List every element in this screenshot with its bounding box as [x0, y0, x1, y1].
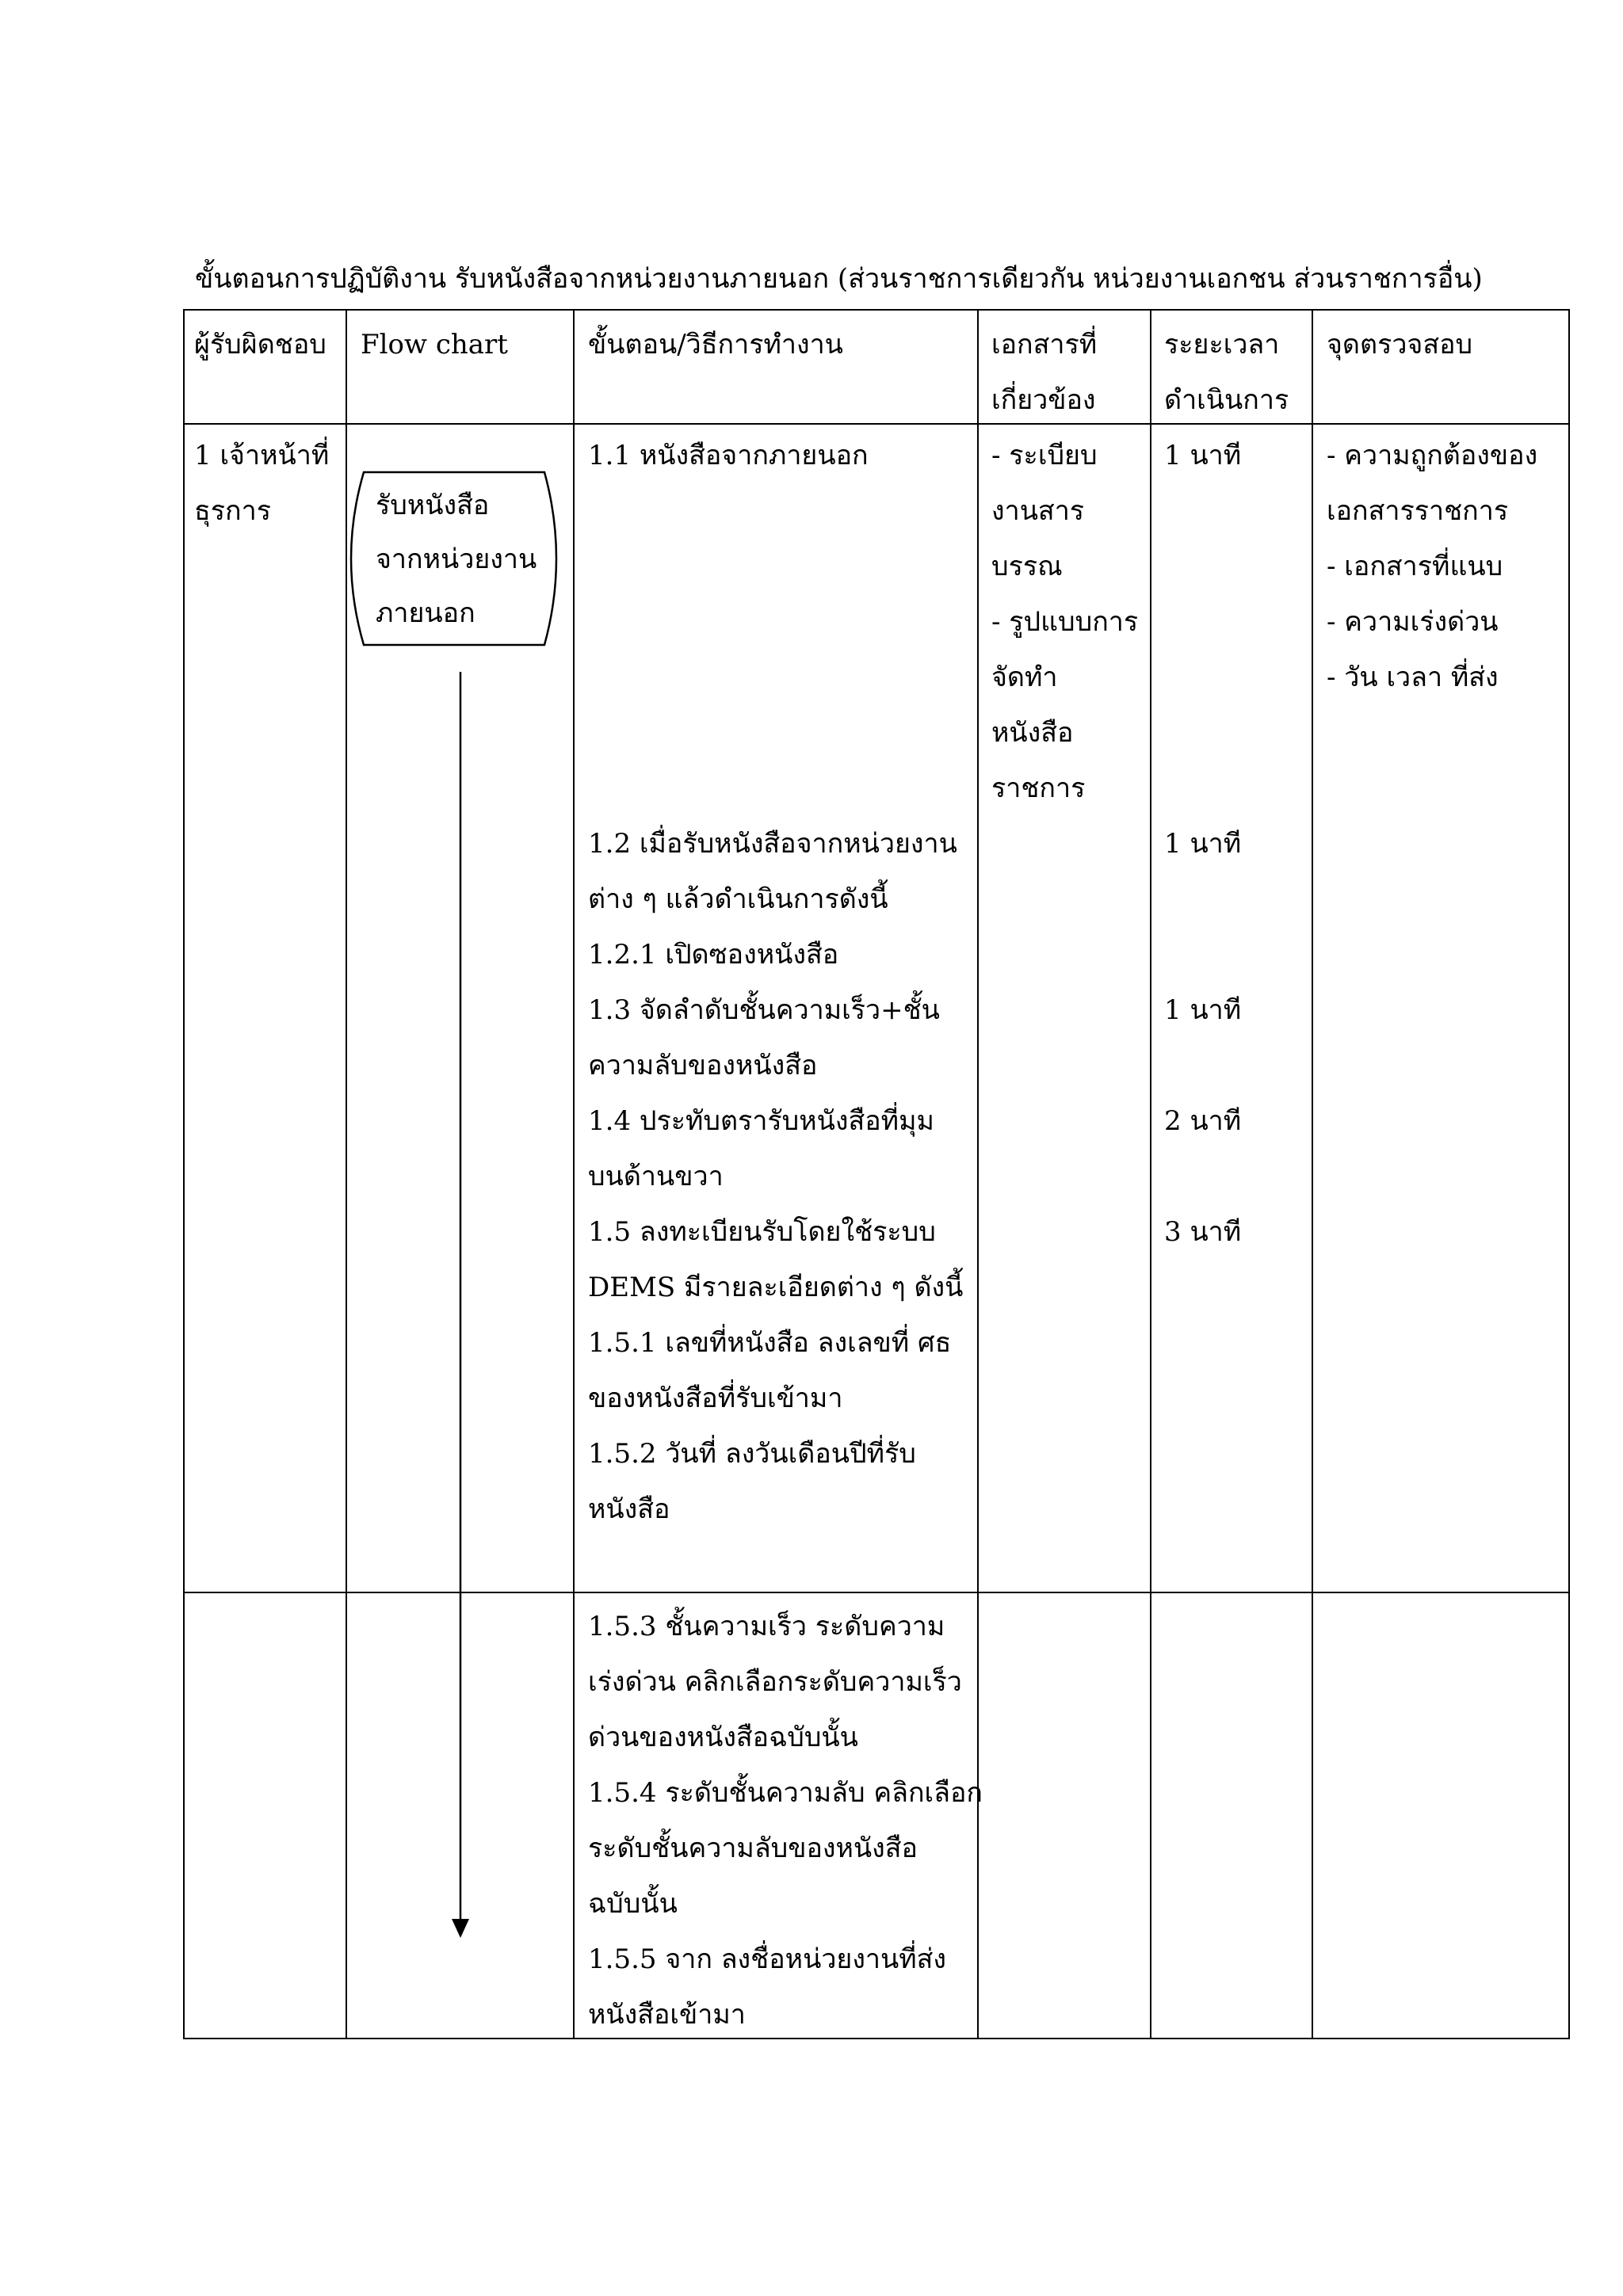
header-duration-line: ระยะเวลา	[1164, 329, 1280, 360]
flow-label-line: รับหนังสือ	[376, 490, 490, 521]
step-line: ฉบับนั้น	[588, 1888, 678, 1920]
duration-line: 3 นาที	[1164, 1216, 1242, 1248]
header-separator	[183, 423, 1570, 425]
row1-duration	[1164, 428, 1241, 1260]
header-duration	[1164, 317, 1289, 428]
row1-checkpoint	[1327, 428, 1537, 705]
step-line	[588, 761, 963, 816]
step-line: 1.5.4 ระดับชั้นความลับ คลิกเลือก	[588, 1777, 983, 1809]
step-line: ความลับของหนังสือ	[588, 1050, 818, 1081]
duration-line	[1164, 594, 1241, 650]
duration-line	[1164, 927, 1241, 982]
step-line: 1.5.5 จาก ลงชื่อหน่วยงานที่ส่ง	[588, 1943, 947, 1975]
responsible-line: ธุรการ	[194, 495, 271, 527]
document-line: หนังสือ	[991, 717, 1074, 749]
step-line: หนังสือ	[588, 1493, 670, 1525]
checkpoint-line: - เอกสารที่แนบ	[1327, 551, 1503, 582]
step-line: 1.4 ประทับตรารับหนังสือที่มุม	[588, 1105, 934, 1137]
step-line: ต่าง ๆ แล้วดำเนินการดังนี้	[588, 883, 888, 915]
row-separator	[183, 1592, 1570, 1593]
step-line: เร่งด่วน คลิกเลือกระดับความเร็ว	[588, 1666, 962, 1698]
step-line: 1.5.3 ชั้นความเร็ว ระดับความ	[588, 1611, 945, 1642]
document-line: - รูปแบบการ	[991, 606, 1139, 638]
duration-line	[1164, 761, 1241, 816]
step-line: 1.3 จัดลำดับชั้นความเร็ว+ชั้น	[588, 994, 940, 1026]
duration-line	[1164, 871, 1241, 927]
column-divider	[573, 309, 575, 2039]
document-line: งานสาร	[991, 495, 1085, 527]
step-line: 1.2.1 เปิดซองหนังสือ	[588, 939, 839, 971]
duration-line: 1 นาที	[1164, 440, 1242, 471]
table-border-left	[183, 309, 185, 2039]
header-checkpoint	[1327, 317, 1472, 372]
step-line: ด่วนของหนังสือฉบับนั้น	[588, 1722, 858, 1753]
header-steps-text: ขั้นตอน/วิธีการทำงาน	[588, 329, 843, 360]
step-line: DEMS มีรายละเอียดต่าง ๆ ดังนี้	[588, 1272, 964, 1303]
responsible-line: 1 เจ้าหน้าที่	[194, 440, 330, 471]
step-line: ระดับชั้นความลับของหนังสือ	[588, 1833, 918, 1864]
duration-line	[1164, 483, 1241, 539]
flow-label-line: จากหน่วยงาน	[376, 543, 537, 575]
column-divider	[1150, 309, 1151, 2039]
document-title: ขั้นตอนการปฏิบัติงาน รับหนังสือจากหน่วยงานภายนอก (ส่วนราชการเดียวกัน หน่วยงานเอกชน ส่วนราชการอื่น)	[195, 263, 1483, 295]
header-documents-line: เกี่ยวข้อง	[991, 384, 1096, 416]
duration-line	[1164, 650, 1241, 705]
row1-responsible	[194, 428, 329, 539]
duration-line: 1 นาที	[1164, 828, 1242, 860]
header-documents	[991, 317, 1097, 428]
duration-line	[1164, 1038, 1241, 1093]
document-line: ราชการ	[991, 772, 1086, 804]
header-steps	[588, 317, 843, 372]
header-duration-line: ดำเนินการ	[1164, 384, 1289, 416]
step-line: 1.2 เมื่อรับหนังสือจากหน่วยงาน	[588, 828, 957, 860]
step-line	[588, 594, 963, 650]
header-responsible-text: ผู้รับผิดชอบ	[194, 329, 327, 360]
duration-line	[1164, 1149, 1241, 1204]
flow-label-line: ภายนอก	[376, 597, 475, 629]
step-line: หนังสือเข้ามา	[588, 1999, 746, 2031]
step-line: 1.5.2 วันที่ ลงวันเดือนปีที่รับ	[588, 1438, 916, 1470]
row1-documents	[991, 428, 1138, 816]
step-line	[588, 483, 963, 539]
row1-steps	[588, 428, 963, 1537]
flowchart-start-label	[376, 479, 537, 640]
duration-line: 1 นาที	[1164, 994, 1242, 1026]
header-checkpoint-text: จุดตรวจสอบ	[1327, 329, 1473, 360]
duration-line	[1164, 705, 1241, 761]
step-line	[588, 705, 963, 761]
checkpoint-line: - ความถูกต้องของ	[1327, 440, 1538, 471]
step-line: ของหนังสือที่รับเข้ามา	[588, 1383, 843, 1414]
duration-line	[1164, 539, 1241, 594]
document-line: - ระเบียบ	[991, 440, 1098, 471]
checkpoint-line: - วัน เวลา ที่ส่ง	[1327, 662, 1499, 693]
header-documents-line: เอกสารที่	[991, 329, 1098, 360]
document-line: บรรณ	[991, 551, 1063, 582]
step-line: 1.5.1 เลขที่หนังสือ ลงเลขที่ ศธ	[588, 1327, 952, 1359]
step-line: 1.1 หนังสือจากภายนอก	[588, 440, 869, 471]
step-line: บนด้านขวา	[588, 1161, 724, 1192]
step-line	[588, 650, 963, 705]
header-flowchart	[361, 317, 508, 372]
step-line: 1.5 ลงทะเบียนรับโดยใช้ระบบ	[588, 1216, 936, 1248]
checkpoint-line: เอกสารราชการ	[1327, 495, 1509, 527]
column-divider	[1312, 309, 1313, 2039]
row2-steps	[588, 1599, 983, 2042]
table-border-right	[1568, 309, 1570, 2039]
checkpoint-line: - ความเร่งด่วน	[1327, 606, 1499, 638]
header-responsible	[194, 317, 327, 372]
flowchart-arrow	[445, 672, 476, 1939]
header-flowchart-text: Flow chart	[361, 329, 508, 360]
step-line	[588, 539, 963, 594]
document-line: จัดทำ	[991, 662, 1058, 693]
table-border-top	[183, 309, 1570, 311]
duration-line: 2 นาที	[1164, 1105, 1242, 1137]
